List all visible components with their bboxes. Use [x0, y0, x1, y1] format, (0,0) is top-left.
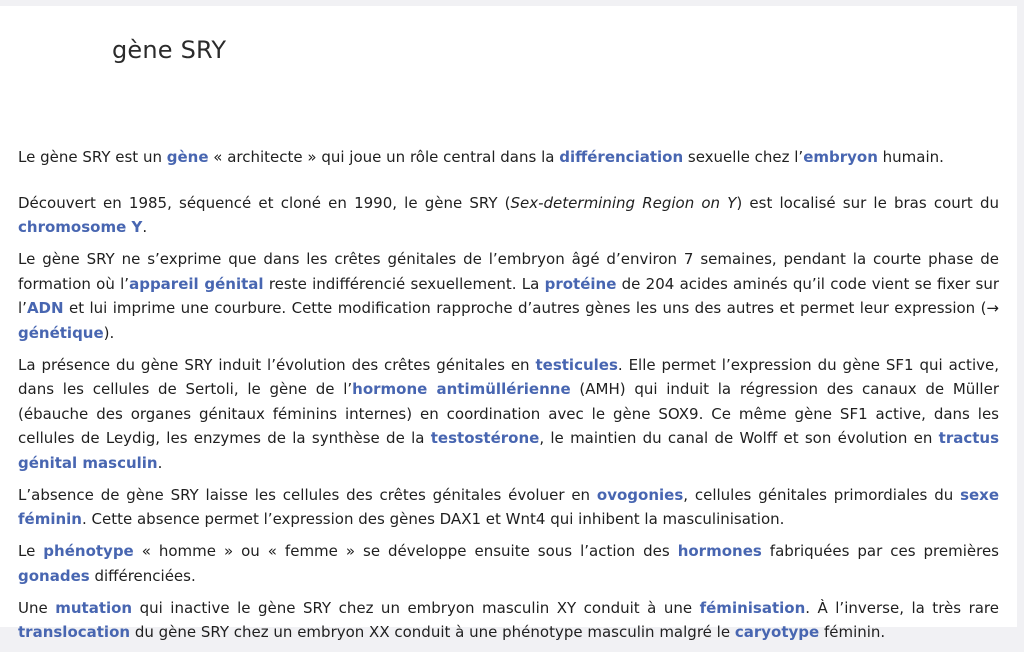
text-segment: de 204 acides aminés qu’il code vient se fixer sur l’ [18, 274, 999, 317]
link-phenotype[interactable]: phénotype [43, 542, 134, 560]
text-segment: . Cette absence permet l’expression des gènes DAX1 et Wnt4 qui inhibent la masculinisation. [81, 510, 785, 528]
link-mutation[interactable]: mutation [55, 598, 133, 617]
text-segment: , cellules génitales primordiales du [683, 485, 961, 504]
text-segment: . [142, 218, 148, 236]
link-ovogonies[interactable]: ovogonies [596, 485, 684, 504]
link-differenciation[interactable]: différenciation [559, 148, 684, 166]
text-segment: humain. [877, 148, 944, 166]
link-testosterone[interactable]: testostérone [430, 429, 540, 447]
text-segment: L’absence de gène SRY laisse les cellules des crêtes génitales évoluer en [18, 485, 597, 504]
text-segment: reste indifférencié sexuellement. La [263, 274, 545, 293]
text-segment: « architecte » qui joue un rôle central dans la [208, 148, 560, 166]
text-segment: (AMH) qui induit la régression des canaux de Müller (ébauche des organes génitaux féminins internes) en coordination avec le gène SOX9. Ce même gène SF1 active, dans les cellules de Leydig, les enzymes de la synthèse de la [18, 380, 999, 447]
text-segment: sexuelle chez l’ [683, 148, 804, 166]
paragraph-intro [18, 145, 999, 170]
article-page [0, 6, 1017, 641]
link-caryotype[interactable]: caryotype [734, 623, 820, 641]
text-segment: ). [103, 323, 115, 342]
link-appareil-genital[interactable]: appareil génital [129, 274, 264, 293]
text-segment: fabriquées par ces premières [761, 542, 999, 560]
paragraph-mutation [18, 596, 999, 645]
text-segment: féminin. [819, 623, 886, 641]
text-segment: Une [18, 598, 56, 617]
text-segment: « homme » ou « femme » se développe ensuite sous l’action des [133, 542, 678, 560]
paragraph-expression [18, 247, 999, 345]
text-segment: , le maintien du canal de Wolff et son évolution en [539, 429, 939, 447]
text-segment: . [157, 453, 163, 472]
paragraph-discovery [18, 191, 999, 240]
link-hormone-antimullerienne[interactable]: hormone antimüllérienne [352, 380, 571, 398]
link-adn[interactable]: ADN [26, 299, 64, 317]
link-embryon[interactable]: embryon [803, 148, 878, 166]
text-segment: ) est localisé sur le bras court du [736, 193, 999, 212]
text-segment: . À l’inverse, la très rare [805, 598, 999, 617]
link-chromosome-y[interactable]: chromosome Y [18, 218, 143, 236]
link-tractus-genital-masculin[interactable]: tractus génital masculin [18, 429, 1000, 472]
link-proteine[interactable]: protéine [544, 274, 617, 293]
link-gene[interactable]: gène [166, 148, 209, 166]
italic-text: Sex-determining Region on Y [510, 193, 737, 212]
text-segment: Le [18, 542, 44, 560]
link-gonades[interactable]: gonades [18, 566, 90, 585]
text-segment: La présence du gène SRY induit l’évolution des crêtes génitales en [18, 355, 536, 374]
text-segment: et lui imprime une courbure. Cette modification rapproche d’autres gènes les uns des autres et permet leur expression (→ [63, 299, 999, 317]
link-genetique[interactable]: génétique [18, 323, 104, 342]
page-title: gène SRY [112, 36, 227, 64]
text-segment: différenciées. [89, 566, 196, 585]
link-hormones[interactable]: hormones [677, 542, 762, 560]
text-segment: . Elle permet l’expression du gène SF1 qui active, dans les cellules de Sertoli, le gène de l’ [18, 355, 999, 398]
paragraph-phenotype [18, 539, 999, 588]
text-segment: Le gène SRY est un [18, 148, 167, 166]
link-testicules[interactable]: testicules [535, 355, 618, 374]
link-sexe-feminin[interactable]: sexe féminin [18, 485, 1000, 528]
link-feminisation[interactable]: féminisation [699, 598, 806, 617]
text-segment: qui inactive le gène SRY chez un embryon masculin XY conduit à une [132, 598, 700, 617]
text-segment: Découvert en 1985, séquencé et cloné en 1990, le gène SRY ( [18, 193, 511, 212]
text-segment: du gène SRY chez un embryon XX conduit à une phénotype masculin malgré le [130, 623, 735, 641]
article-body [18, 145, 999, 652]
paragraph-absence [18, 483, 999, 532]
paragraph-presence [18, 353, 999, 476]
link-translocation[interactable]: translocation [18, 623, 131, 641]
text-segment: Le gène SRY ne s’exprime que dans les crêtes génitales de l’embryon âgé d’environ 7 semaines, pendant la courte phase de formation où l’ [18, 250, 999, 293]
